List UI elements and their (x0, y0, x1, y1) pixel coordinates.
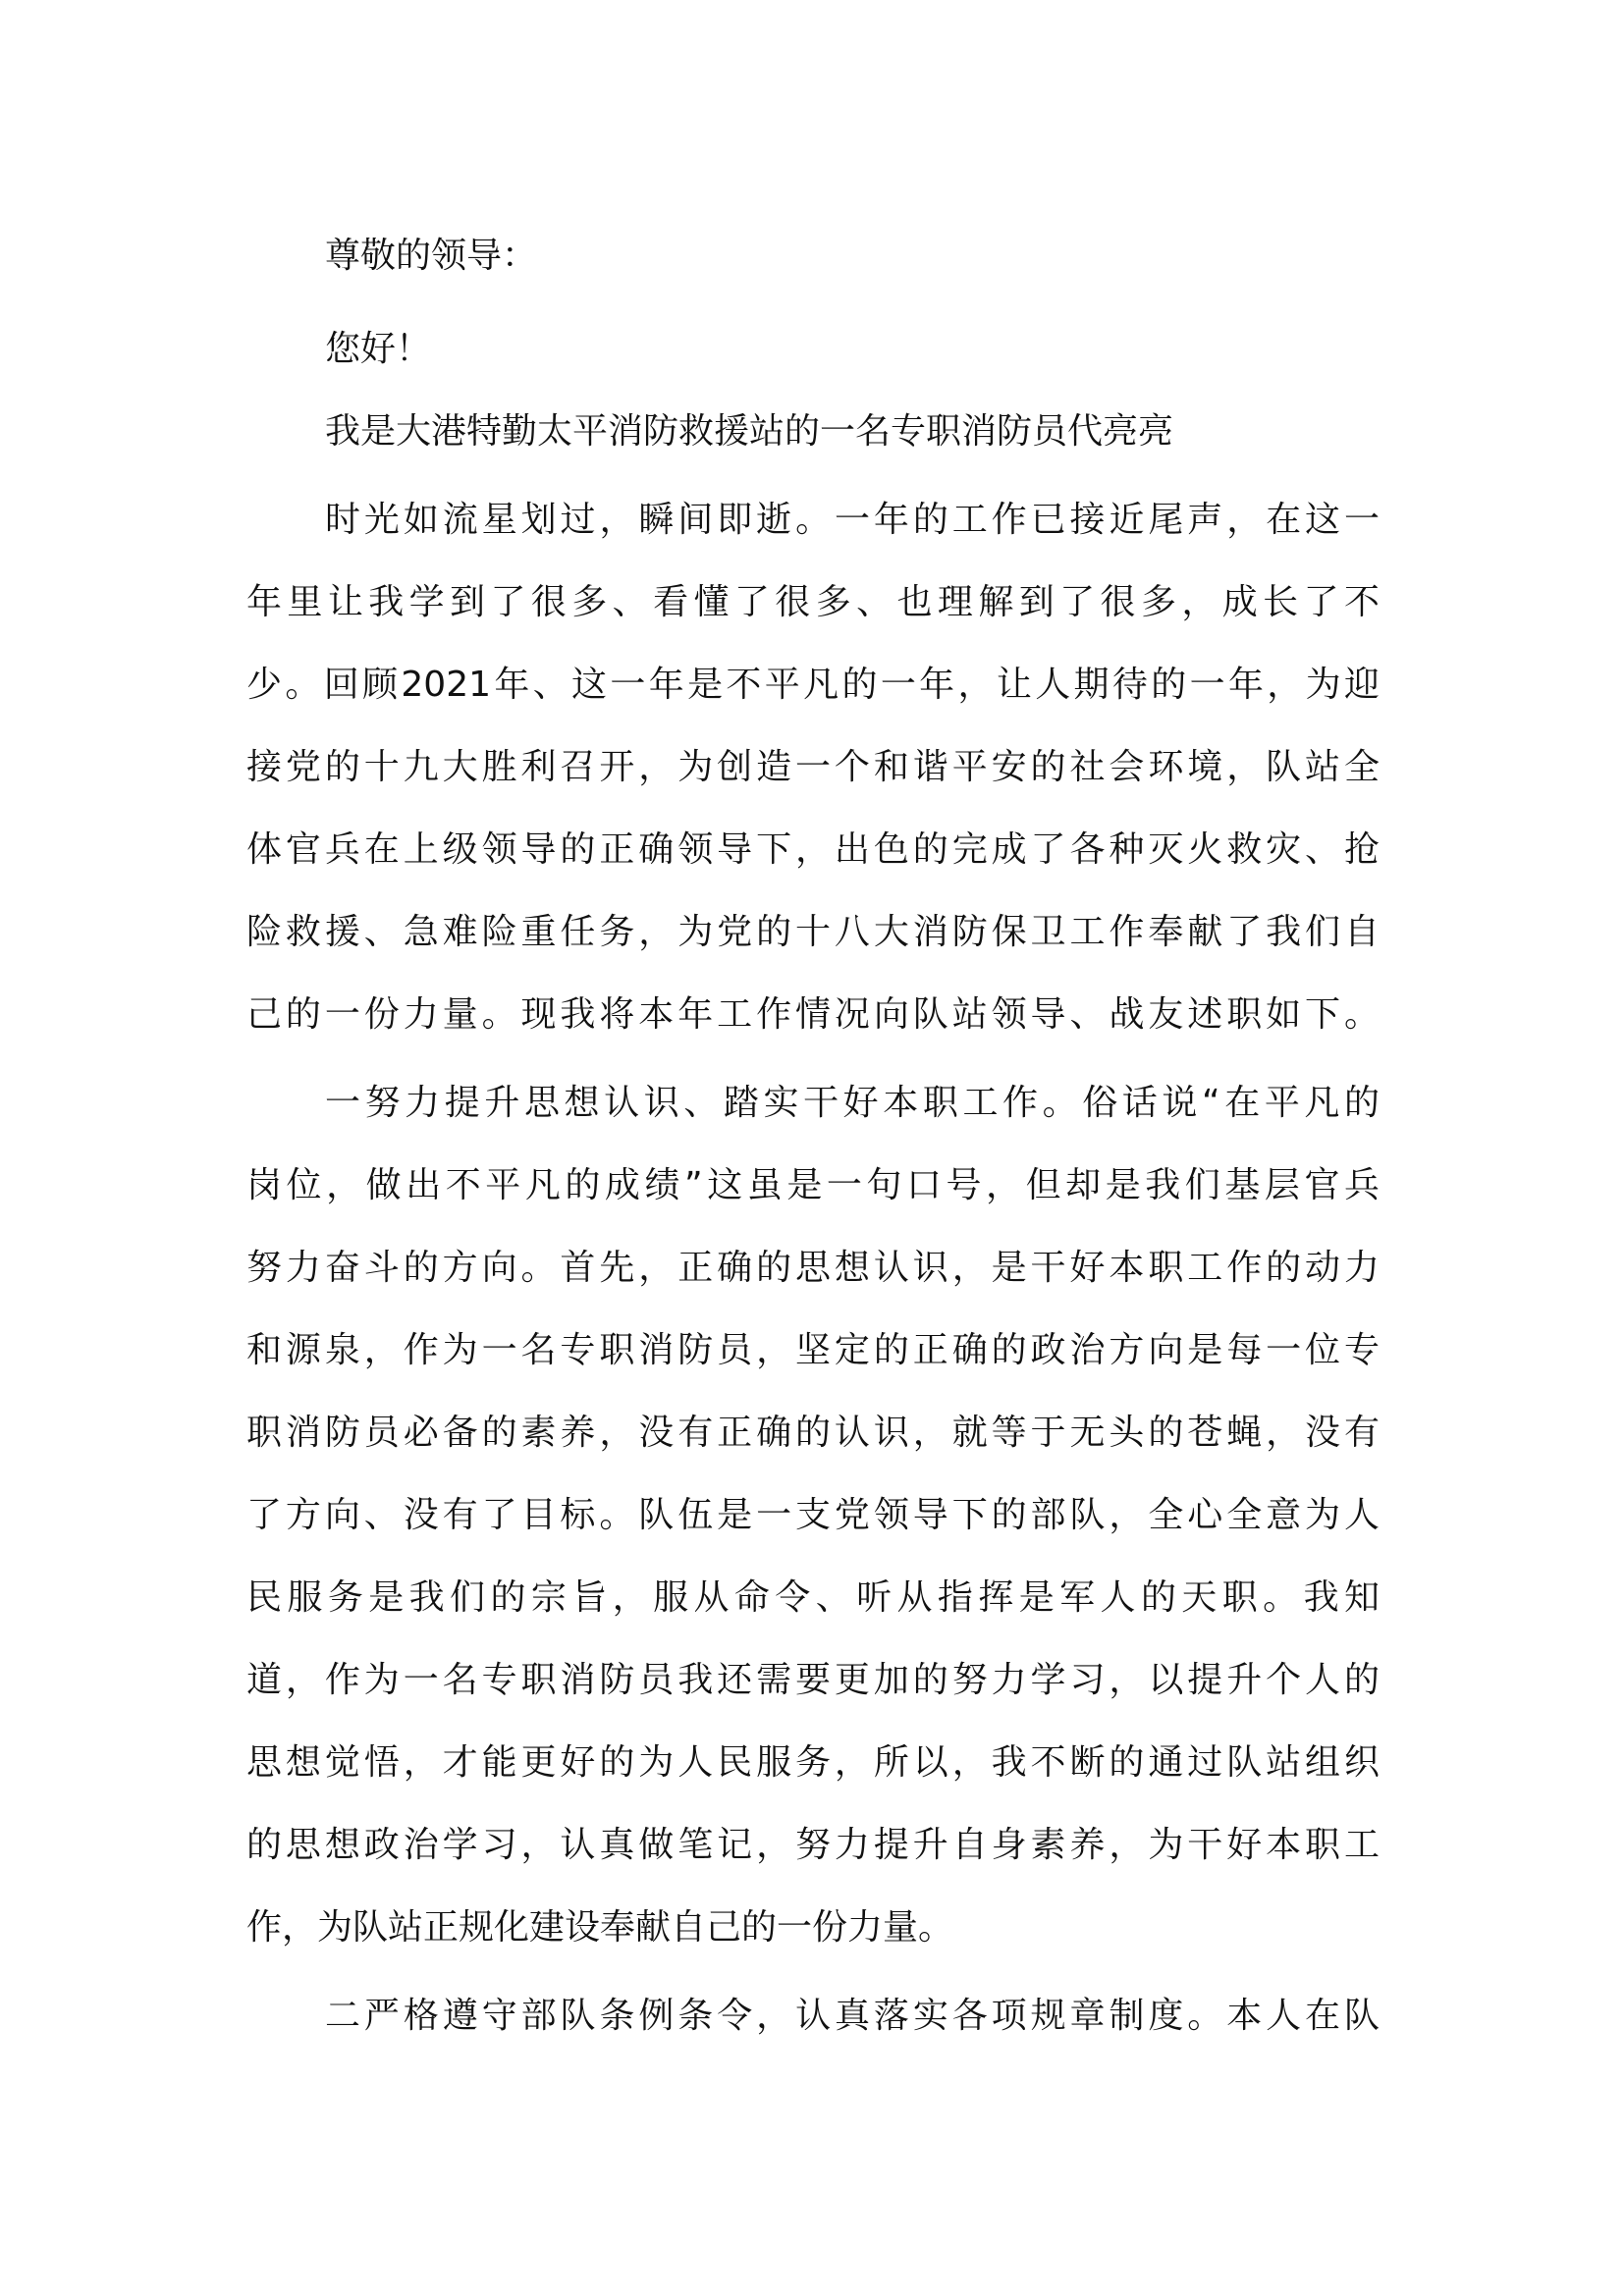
paragraph-line: 年里让我学到了很多、看懂了很多、也理解到了很多，成长了不 (246, 582, 1380, 622)
paragraph-line: 努力奋斗的方向。首先，正确的思想认识，是干好本职工作的动力 (246, 1248, 1380, 1288)
paragraph-line: 一努力提升思想认识、踏实干好本职工作。俗话说“在平凡的 (325, 1083, 1380, 1123)
greeting: 您好！ (325, 329, 432, 369)
paragraph-line: 己的一份力量。现我将本年工作情况向队站领导、战友述职如下。 (246, 994, 1380, 1035)
paragraph-line: 职消防员必备的素养，没有正确的认识，就等于无头的苍蝇，没有 (246, 1413, 1380, 1453)
paragraph-line: 思想觉悟，才能更好的为人民服务，所以，我不断的通过队站组织 (246, 1742, 1380, 1783)
paragraph-line: 和源泉，作为一名专职消防员，坚定的正确的政治方向是每一位专 (246, 1330, 1380, 1370)
paragraph-line: 时光如流星划过，瞬间即逝。一年的工作已接近尾声，在这一 (325, 500, 1380, 540)
paragraph-line: 接党的十九大胜利召开，为创造一个和谐平安的社会环境，队站全 (246, 747, 1380, 787)
paragraph-line: 作，为队站正规化建设奉献自己的一份力量。 (246, 1907, 954, 1948)
paragraph-line: 的思想政治学习，认真做笔记，努力提升自身素养，为干好本职工 (246, 1825, 1380, 1865)
paragraph-line: 道，作为一名专职消防员我还需要更加的努力学习，以提升个人的 (246, 1660, 1380, 1700)
paragraph-line: 险救援、急难险重任务，为党的十八大消防保卫工作奉献了我们自 (246, 912, 1380, 952)
paragraph-line: 了方向、没有了目标。队伍是一支党领导下的部队，全心全意为人 (246, 1495, 1380, 1535)
paragraph-line: 民服务是我们的宗旨，服从命令、听从指挥是军人的天职。我知 (246, 1577, 1380, 1618)
paragraph-line: 岗位，做出不平凡的成绩”这虽是一句口号，但却是我们基层官兵 (246, 1165, 1380, 1205)
paragraph-line: 少。回顾2021年、这一年是不平凡的一年，让人期待的一年，为迎 (246, 665, 1380, 705)
paragraph-line: 二严格遵守部队条例条令，认真落实各项规章制度。本人在队 (325, 1996, 1380, 2036)
intro-line: 我是大港特勤太平消防救援站的一名专职消防员代亮亮 (325, 411, 1174, 452)
salutation: 尊敬的领导： (325, 236, 538, 276)
paragraph-line: 体官兵在上级领导的正确领导下，出色的完成了各种灭火救灾、抢 (246, 829, 1380, 870)
